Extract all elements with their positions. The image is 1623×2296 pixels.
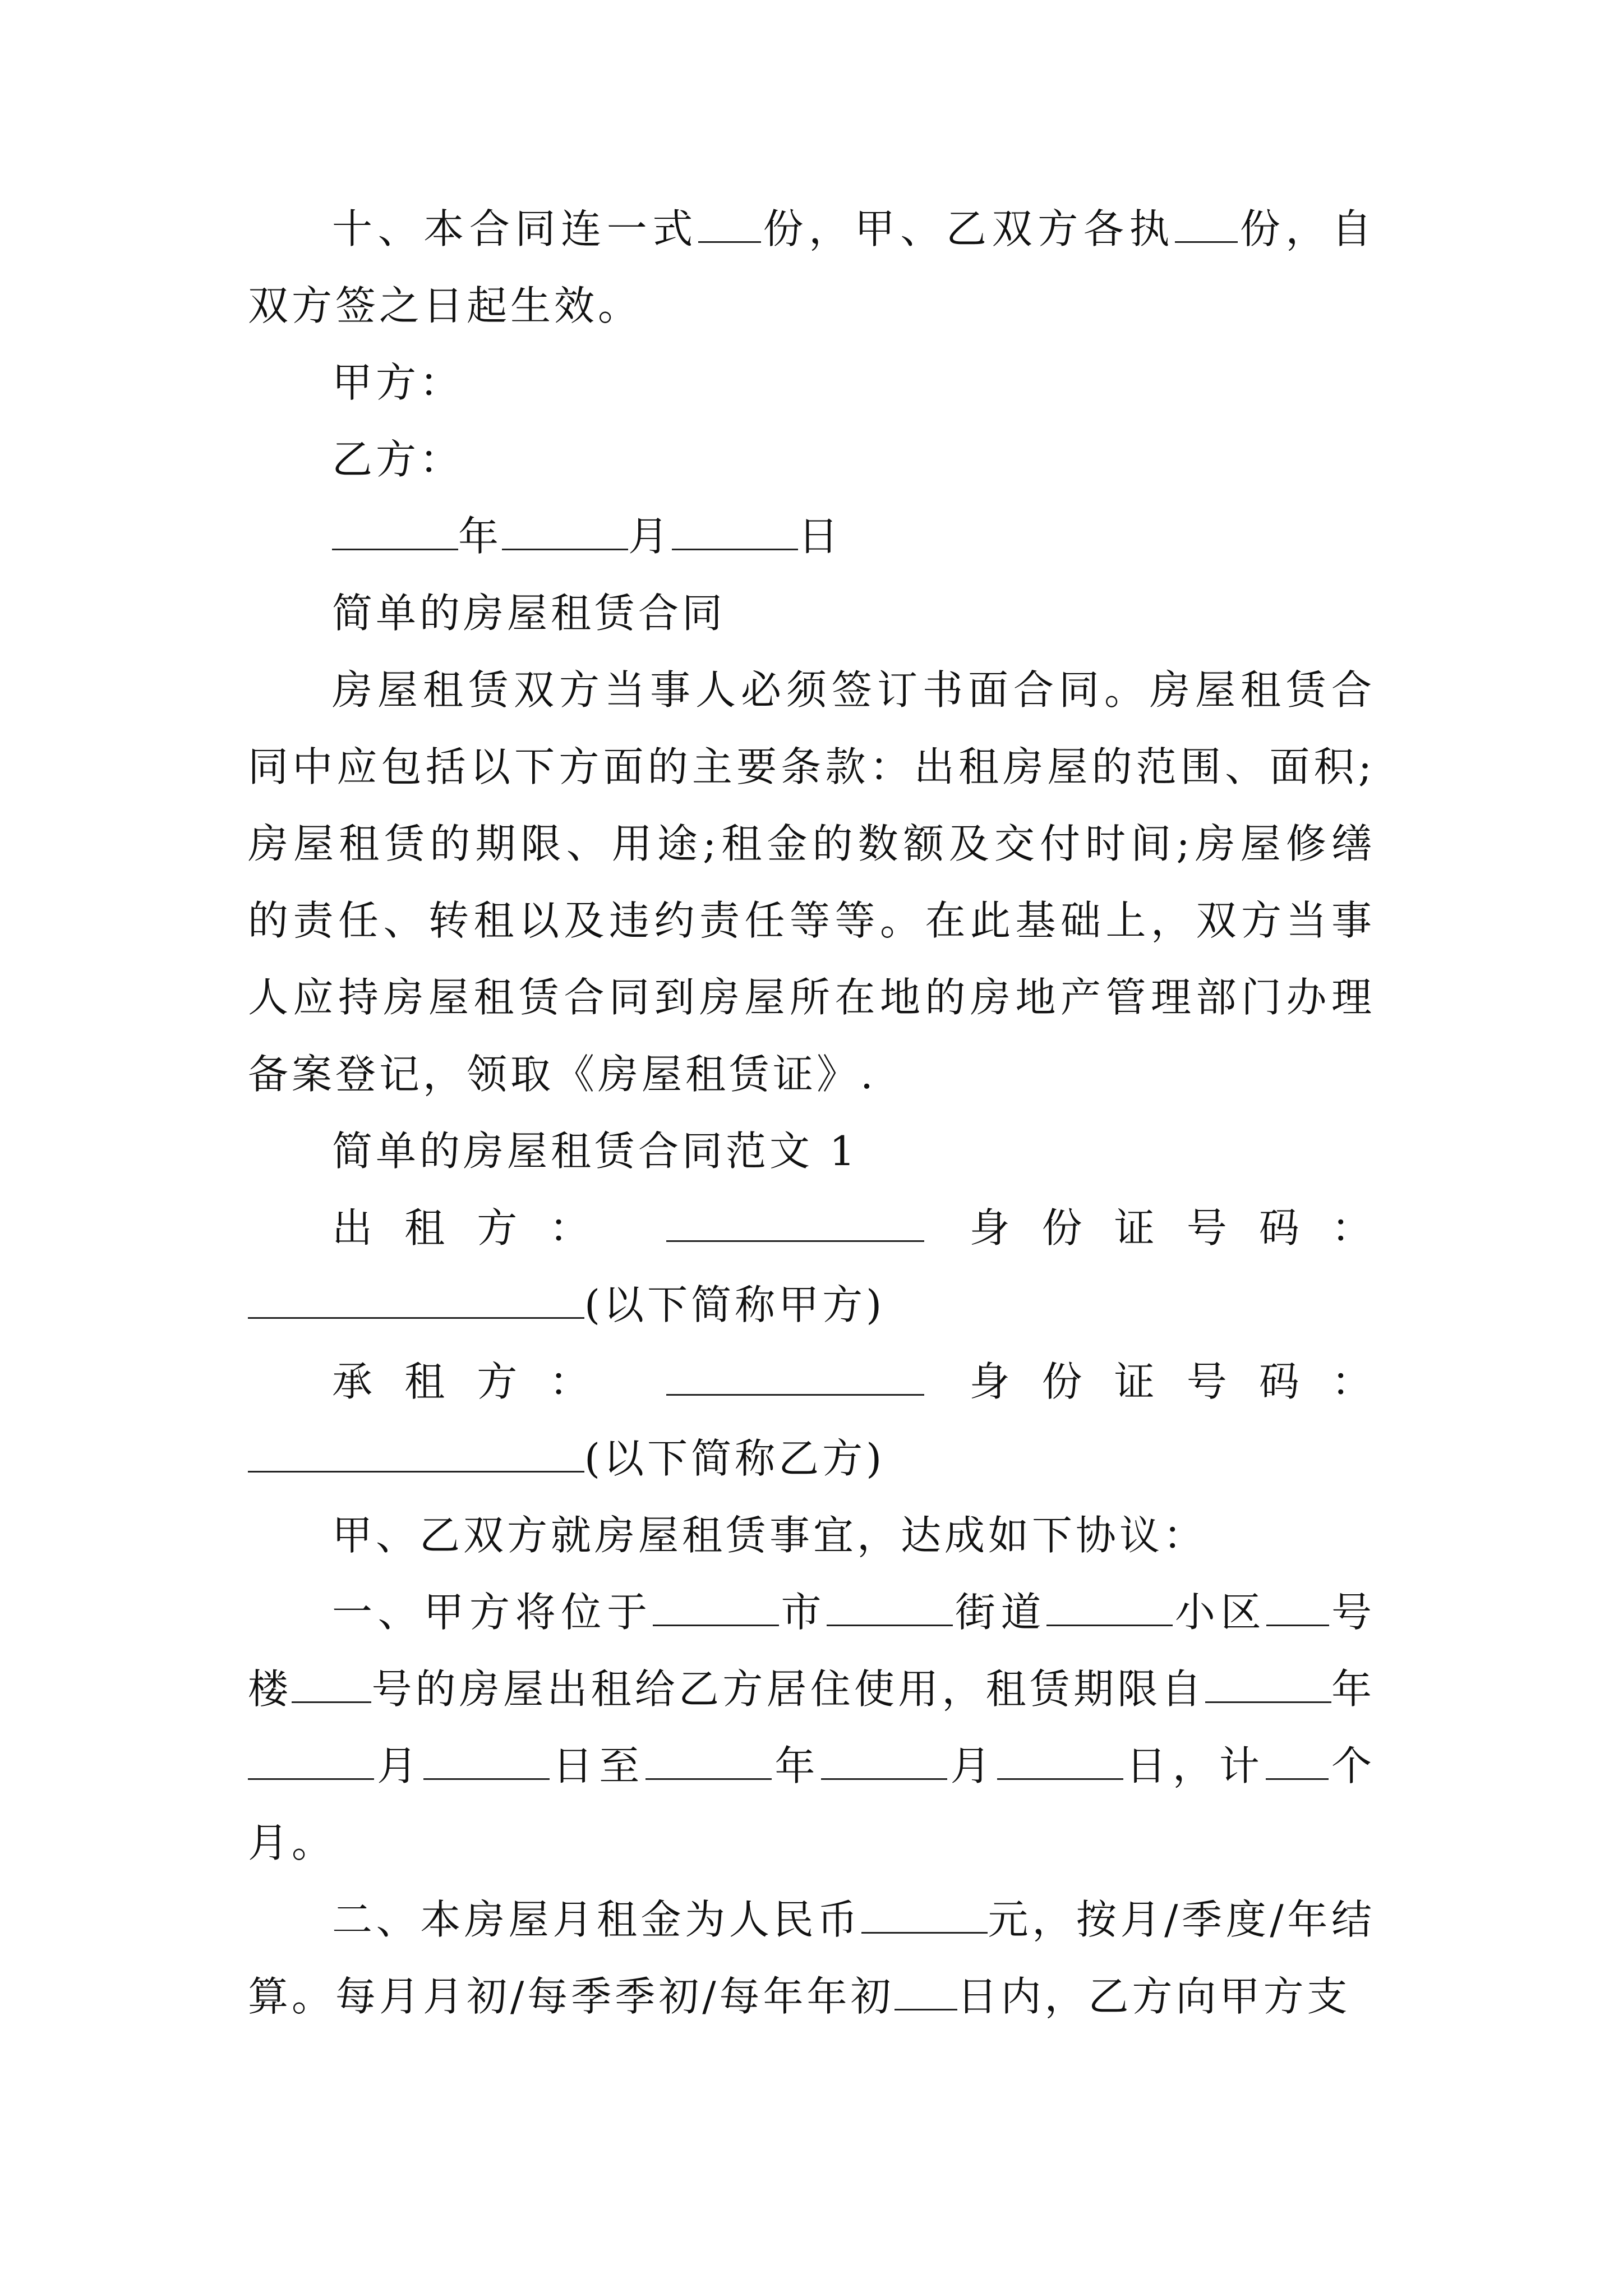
id-label: 身份证号码： (969, 1204, 1375, 1251)
blank (672, 515, 798, 550)
blank (861, 1898, 988, 1934)
heading-simple-lease: 简单的房屋租赁合同 (332, 590, 726, 637)
party-b-line: 乙方： (332, 436, 464, 483)
party-a-line: 甲方： (332, 359, 464, 406)
date-day-label: 日 (798, 513, 842, 560)
id-label: 身份证号码： (969, 1358, 1375, 1405)
blank (1205, 1668, 1331, 1703)
lessee-label: 承租方： (332, 1358, 622, 1405)
clause-one-text: 一、甲方将位于 (332, 1589, 653, 1636)
blank (666, 1360, 924, 1396)
document-body (248, 191, 1375, 2035)
lessee-line (248, 1343, 1375, 1420)
date-year-label: 年 (458, 513, 502, 560)
blank (1046, 1591, 1173, 1626)
month-label: 月 (374, 1742, 424, 1789)
year-label: 年 (1331, 1665, 1375, 1713)
number-label: 号 (1329, 1589, 1375, 1636)
blank (248, 1437, 584, 1473)
blank (827, 1591, 953, 1626)
clause-ten (248, 191, 1375, 344)
blank (698, 208, 761, 243)
blank (895, 1975, 957, 2010)
date-line (248, 498, 1375, 575)
lessor-label: 出租方： (332, 1204, 622, 1251)
city-label: 市 (778, 1589, 827, 1636)
clause-one (248, 1574, 1375, 1881)
blank (248, 1283, 584, 1319)
blank (332, 515, 458, 550)
date-month-label: 月 (628, 513, 672, 560)
lessee-id-line (248, 1420, 1375, 1497)
blank (1266, 1745, 1329, 1780)
month-label: 月 (947, 1742, 997, 1789)
clause-two-text-b: 元，按月/季度/年结算。每月月初/每季季初/每年年初 (248, 1896, 1375, 2020)
day-to-label: 日至 (550, 1742, 646, 1789)
blank (423, 1745, 550, 1780)
heading-sample-one: 简单的房屋租赁合同范文 1 (332, 1128, 859, 1175)
intro-paragraph: 房屋租赁双方当事人必须签订书面合同。房屋租赁合同中应包括以下方面的主要条款：出租房屋的范围、面积;房屋租赁的期限、用途;租金的数额及交付时间;房屋修缮的责任、转租以及违约责任等等。在此基础上，双方当事人应持房屋租赁合同到房屋所在地的房地产管理部门办理备案登记，领取《房屋租赁证》. (248, 666, 1375, 1098)
lessee-suffix: (以下简称乙方) (584, 1435, 886, 1482)
clause-two-text-c: 日内，乙方向甲方支 (957, 1973, 1351, 2020)
clause-two-text-a: 二、本房屋月租金为人民币 (332, 1896, 861, 1943)
clause-one-text-b: 号的房屋出租给乙方居住使用，租赁期限自 (371, 1665, 1205, 1713)
lessor-id-line (248, 1267, 1375, 1343)
clause-one-end: 月。 (248, 1819, 336, 1866)
district-label: 小区 (1173, 1589, 1267, 1636)
building-label: 楼 (248, 1665, 292, 1713)
blank (666, 1207, 924, 1242)
street-label: 街道 (953, 1589, 1047, 1636)
clause-ten-text-c: 份，自双方签之日起生效。 (248, 205, 1375, 329)
year-label: 年 (772, 1742, 822, 1789)
blank (1175, 208, 1238, 243)
lessor-line (248, 1190, 1375, 1267)
unit-label: 个 (1328, 1742, 1375, 1789)
clause-two (248, 1881, 1375, 2035)
agreement-line: 甲、乙双方就房屋租赁事宜，达成如下协议： (332, 1512, 1207, 1559)
blank (248, 1745, 374, 1780)
blank (645, 1745, 772, 1780)
lessor-suffix: (以下简称甲方) (584, 1281, 886, 1328)
blank (821, 1745, 947, 1780)
blank (1266, 1591, 1329, 1626)
blank (653, 1591, 779, 1626)
blank (997, 1745, 1123, 1780)
clause-ten-text-b: 份，甲、乙双方各执 (760, 205, 1175, 252)
blank (292, 1668, 371, 1703)
day-total-label: 日，计 (1123, 1742, 1266, 1789)
clause-ten-text-a: 十、本合同连一式 (332, 205, 698, 252)
blank (502, 515, 628, 550)
